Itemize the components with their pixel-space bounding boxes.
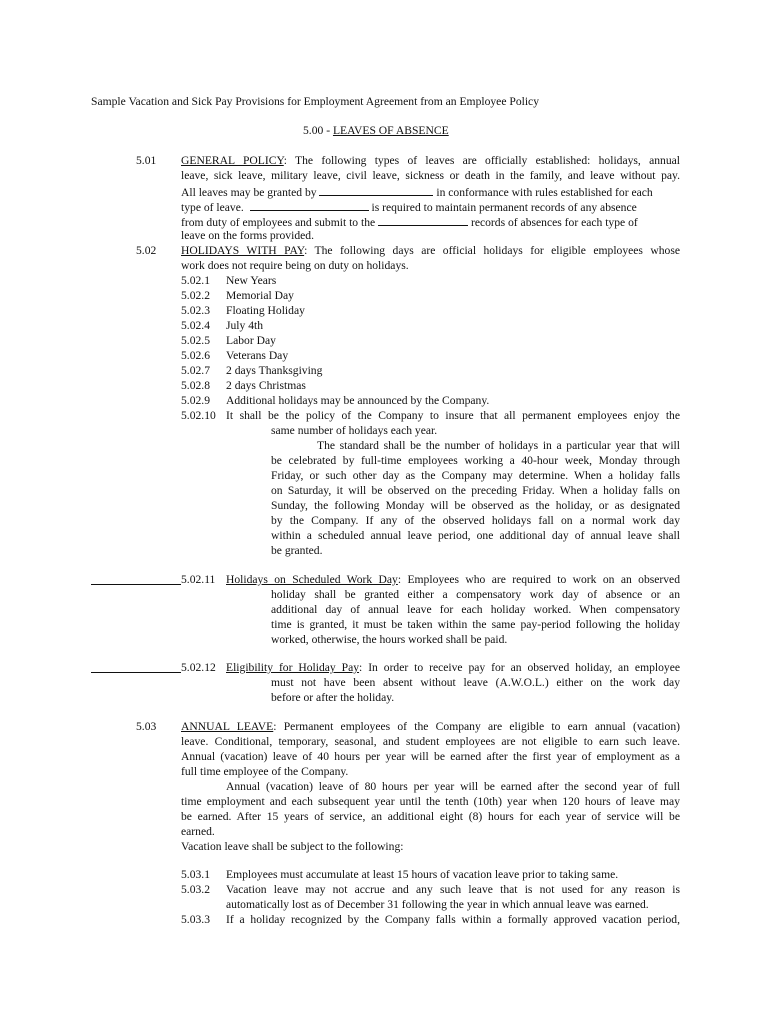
- holiday-item-num: 5.02.1: [181, 274, 210, 287]
- s502-text-1: : The following days are official holidays for eligible employees whose: [304, 244, 680, 257]
- s50211-number: 5.02.11: [181, 573, 216, 586]
- s501-heading: GENERAL POLICY: [181, 154, 284, 167]
- s501-blank-3[interactable]: [378, 214, 468, 226]
- s50210-line-4: be celebrated by full-time employees working a 40-hour week, Monday through: [271, 454, 680, 467]
- s501-text-3b: in conformance with rules established for each: [436, 186, 653, 199]
- s503-line-9: Vacation leave shall be subject to the following:: [181, 840, 404, 853]
- document-title: Sample Vacation and Sick Pay Provisions for Employment Agreement from an Employee Policy: [91, 95, 539, 108]
- s503-line-6: time employment and each subsequent year until the tenth (10th) year when 120 hours of leave may: [181, 795, 680, 808]
- vacation-item-text: If a holiday recognized by the Company falls within a formally approved vacation period,: [226, 913, 680, 926]
- holiday-item-num: 5.02.8: [181, 379, 210, 392]
- s50210-line-3: The standard shall be the number of holidays in a particular year that will: [317, 439, 680, 452]
- holiday-item-num: 5.02.5: [181, 334, 210, 347]
- vacation-item-text: Employees must accumulate at least 15 hours of vacation leave prior to taking same.: [226, 868, 619, 881]
- s50210-line-7: Sunday, the following Monday will be observed as the holiday, or as designated: [271, 499, 680, 512]
- holiday-item-num: 5.02.4: [181, 319, 210, 332]
- s50210-line-1: It shall be the policy of the Company to insure that all permanent employees enjoy the: [226, 409, 680, 422]
- s503-line-1: [181, 720, 680, 735]
- s50212-number: 5.02.12: [181, 661, 216, 674]
- holiday-item-num: 5.02.3: [181, 304, 210, 317]
- s50210-line-2: same number of holidays each year.: [271, 424, 438, 437]
- s50210-line-5: Friday, or such other day as the Company may determine. When a holiday falls: [271, 469, 680, 482]
- holiday-item-text: Veterans Day: [226, 349, 289, 362]
- s501-blank-1[interactable]: [319, 184, 433, 196]
- holiday-item-text: Additional holidays may be announced by the Company.: [226, 394, 490, 407]
- holiday-item-text: 2 days Christmas: [226, 379, 306, 392]
- holiday-item-num: 5.02.6: [181, 349, 210, 362]
- s502-line-1: [181, 244, 680, 259]
- s503-line-4: full time employee of the Company.: [181, 765, 349, 778]
- s50212-blank[interactable]: [91, 672, 181, 673]
- s50212-line-3: before or after the holiday.: [271, 691, 395, 704]
- s50211-line-2: holiday shall be granted either a compensatory work day of absence or an: [271, 588, 680, 601]
- s503-heading: ANNUAL LEAVE: [181, 720, 274, 733]
- s501-text-1: : The following types of leaves are officially established: holidays, annual: [283, 154, 680, 167]
- s503-text-1: : Permanent employees of the Company are eligible to earn annual (vacation): [273, 720, 680, 733]
- s50211-line-4: time is granted, it must be taken within the same pay-period following the holiday: [271, 618, 680, 631]
- holiday-item-text: New Years: [226, 274, 277, 287]
- holiday-item-text: July 4th: [226, 319, 264, 332]
- s50210-number: 5.02.10: [181, 409, 216, 422]
- s503-number: 5.03: [136, 720, 157, 733]
- section-label: LEAVES OF ABSENCE: [332, 124, 449, 137]
- s503-line-2: leave. Conditional, temporary, seasonal, and student employees are not eligible to earn such leave.: [181, 735, 680, 748]
- s50211-heading: Holidays on Scheduled Work Day: [226, 573, 398, 586]
- s50212-line-2: must not have been absent without leave (A.W.O.L.) either on the work day: [271, 676, 680, 689]
- s50210-line-8: by the Company. If any of the observed holidays fall on a normal work day: [271, 514, 680, 527]
- holiday-item-text: 2 days Thanksgiving: [226, 364, 323, 377]
- s50212-heading: Eligibility for Holiday Pay: [226, 661, 360, 674]
- s50211-line-3: additional day of annual leave for each holiday worked. When compensatory: [271, 603, 680, 616]
- s501-line-6: leave on the forms provided.: [181, 229, 314, 242]
- s50211-blank[interactable]: [91, 584, 181, 585]
- s501-line-1: [181, 154, 680, 169]
- holiday-item-text: Floating Holiday: [226, 304, 305, 317]
- vacation-item-num: 5.03.3: [181, 913, 210, 926]
- s501-text-4a: type of leave.: [181, 201, 244, 214]
- s50211-text-1: : Employees who are required to work on an observed: [397, 573, 680, 586]
- s50210-line-9: within a scheduled annual leave period, one additional day of annual leave shall: [271, 529, 680, 542]
- s501-text-5b: records of absences for each type of: [470, 216, 638, 229]
- s501-text-3a: All leaves may be granted by: [181, 186, 317, 199]
- s50212-text-1: : In order to receive pay for an observed holiday, an employee: [359, 661, 680, 674]
- holiday-item-num: 5.02.9: [181, 394, 210, 407]
- s50210-line-10: be granted.: [271, 544, 323, 557]
- s503-line-3: Annual (vacation) leave of 40 hours per year will be earned after the first year of employment as a: [181, 750, 680, 763]
- s501-blank-2[interactable]: [250, 199, 369, 211]
- section-heading: [303, 124, 449, 139]
- s50212-line-1: [226, 661, 680, 676]
- s502-heading: HOLIDAYS WITH PAY: [181, 244, 305, 257]
- s501-line-2: leave, sick leave, military leave, civil leave, sickness or death in the family, and leave without pay.: [181, 169, 680, 182]
- s50211-line-5: worked, otherwise, the hours worked shall be paid.: [271, 633, 508, 646]
- vacation-item-text: Vacation leave may not accrue and any such leave that is not used for any reason is: [226, 883, 680, 896]
- vacation-item-text-2: automatically lost as of December 31 following the year in which annual leave was earned.: [226, 898, 649, 911]
- s501-text-5a: from duty of employees and submit to the: [181, 216, 376, 229]
- holiday-item-text: Memorial Day: [226, 289, 294, 302]
- holiday-item-text: Labor Day: [226, 334, 276, 347]
- s503-line-5: Annual (vacation) leave of 80 hours per year will be earned after the second year of full: [226, 780, 680, 793]
- s501-number: 5.01: [136, 154, 157, 167]
- s502-line-2: work does not require being on duty on holidays.: [181, 259, 409, 272]
- s50210-line-6: on Saturday, it will be observed on the preceding Friday. When a holiday falls on: [271, 484, 680, 497]
- s50211-line-1: [226, 573, 680, 588]
- holiday-item-num: 5.02.7: [181, 364, 210, 377]
- s502-number: 5.02: [136, 244, 157, 257]
- s503-line-7: be earned. After 15 years of service, an additional eight (8) hours for each year of service will be: [181, 810, 680, 823]
- vacation-item-num: 5.03.2: [181, 883, 210, 896]
- holiday-item-num: 5.02.2: [181, 289, 210, 302]
- vacation-item-num: 5.03.1: [181, 868, 210, 881]
- s501-text-4b: is required to maintain permanent records of any absence: [371, 201, 637, 214]
- s503-line-8: earned.: [181, 825, 215, 838]
- section-number: 5.00 -: [303, 124, 333, 137]
